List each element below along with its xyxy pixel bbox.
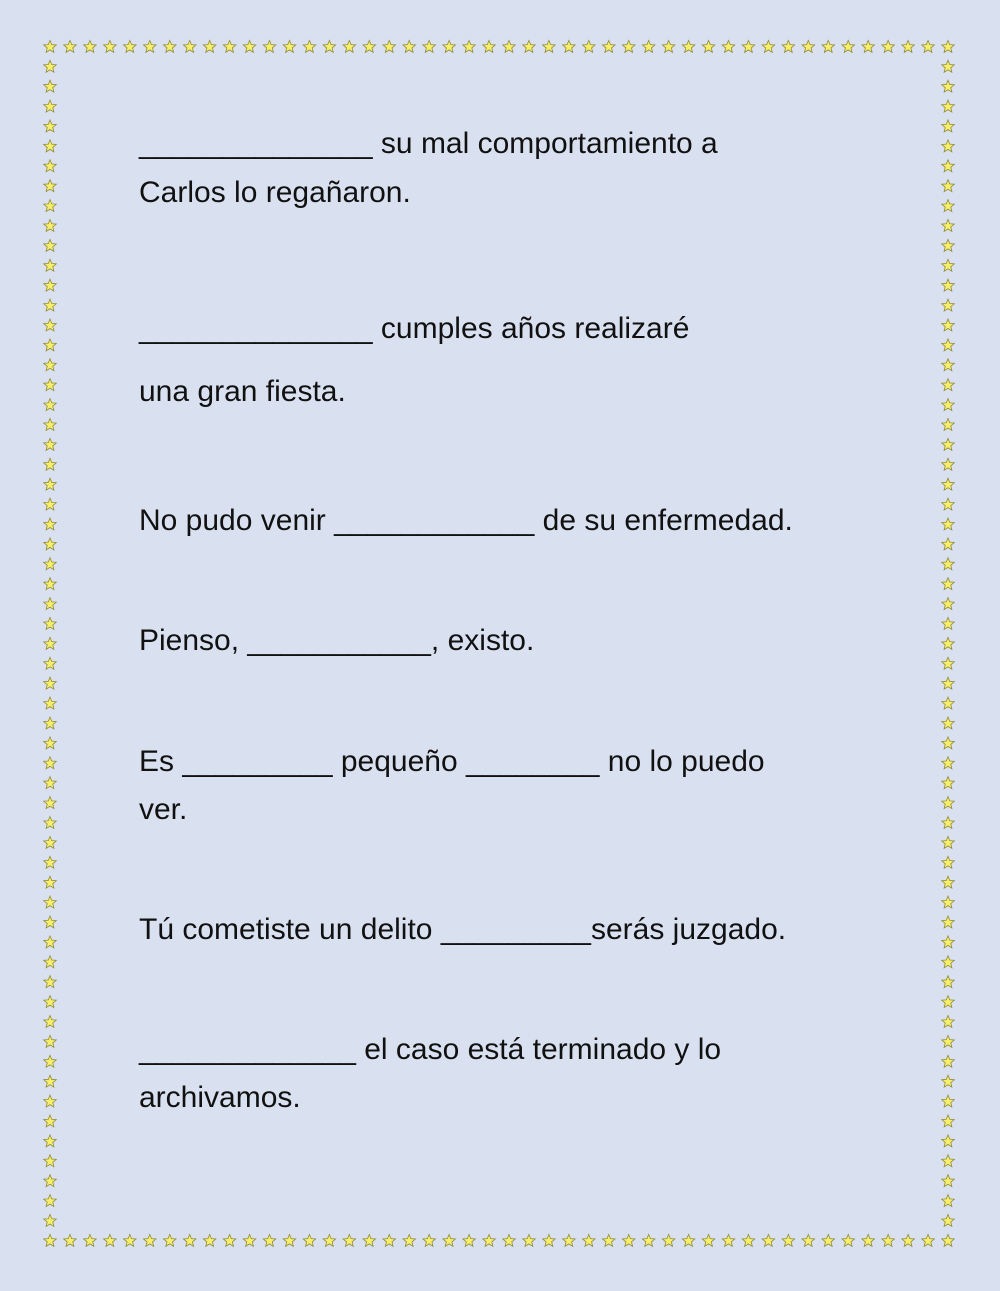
star-icon [942, 498, 955, 510]
star-icon [243, 40, 256, 52]
star-icon [942, 80, 955, 92]
star-icon [44, 259, 57, 271]
star-icon [303, 40, 316, 52]
star-icon [44, 1016, 57, 1028]
star-icon [44, 558, 57, 570]
star-icon [523, 1234, 536, 1246]
star-icon [44, 359, 57, 371]
star-icon [263, 40, 276, 52]
star-icon [44, 916, 57, 928]
star-icon [902, 40, 915, 52]
star-icon [44, 896, 57, 908]
star-icon [223, 1234, 236, 1246]
star-icon [523, 40, 536, 52]
star-icon [403, 40, 416, 52]
star-icon [263, 1234, 276, 1246]
star-icon [942, 817, 955, 829]
star-icon [922, 1234, 935, 1246]
star-icon [363, 1234, 376, 1246]
star-icon [144, 1234, 157, 1246]
star-icon [84, 1234, 97, 1246]
star-icon [942, 876, 955, 888]
star-icon [942, 896, 955, 908]
star-icon [942, 458, 955, 470]
star-icon [303, 1234, 316, 1246]
sentence-7-line-2: archivamos. [139, 1081, 301, 1114]
star-icon [822, 1234, 835, 1246]
star-icon [283, 40, 296, 52]
star-icon [942, 100, 955, 112]
star-icon [44, 1195, 57, 1207]
star-icon [942, 279, 955, 291]
star-icon [44, 677, 57, 689]
star-icon [842, 1234, 855, 1246]
star-icon [363, 40, 376, 52]
star-icon [323, 1234, 336, 1246]
star-icon [942, 419, 955, 431]
star-icon [44, 80, 57, 92]
star-icon [44, 757, 57, 769]
star-icon [882, 40, 895, 52]
star-icon [942, 956, 955, 968]
star-icon [942, 777, 955, 789]
star-icon [942, 1155, 955, 1167]
star-icon [44, 1035, 57, 1047]
star-icon [323, 40, 336, 52]
star-icon [44, 777, 57, 789]
star-icon [942, 1234, 955, 1246]
star-icon [203, 40, 216, 52]
sentence-2-line-2: una gran fiesta. [139, 375, 346, 408]
star-icon [942, 578, 955, 590]
sentence-1-line-1: ______________ su mal comportamiento a [139, 127, 718, 160]
star-icon [942, 259, 955, 271]
star-icon [423, 40, 436, 52]
star-icon [942, 936, 955, 948]
star-icon [942, 797, 955, 809]
star-icon [44, 1215, 57, 1227]
star-icon [124, 40, 137, 52]
star-icon [44, 876, 57, 888]
star-icon [762, 1234, 775, 1246]
star-icon [44, 797, 57, 809]
star-icon [64, 40, 77, 52]
star-icon [543, 40, 556, 52]
star-icon [862, 1234, 875, 1246]
star-icon [942, 518, 955, 530]
star-icon [942, 558, 955, 570]
star-icon [44, 1075, 57, 1087]
star-icon [602, 40, 615, 52]
star-icon [44, 120, 57, 132]
star-icon [124, 1234, 137, 1246]
star-icon [463, 1234, 476, 1246]
star-icon [802, 1234, 815, 1246]
star-icon [383, 1234, 396, 1246]
star-icon [343, 1234, 356, 1246]
star-icon [44, 697, 57, 709]
star-icon [942, 637, 955, 649]
sentence-5-line-1: Es _________ pequeño ________ no lo puedo [139, 745, 765, 778]
star-icon [742, 40, 755, 52]
star-icon [802, 40, 815, 52]
star-icon [942, 996, 955, 1008]
star-icon [383, 40, 396, 52]
star-icon [44, 100, 57, 112]
star-icon [44, 339, 57, 351]
star-icon [942, 1215, 955, 1227]
star-icon [942, 737, 955, 749]
star-icon [144, 40, 157, 52]
star-icon [942, 657, 955, 669]
star-icon [543, 1234, 556, 1246]
star-icon [942, 717, 955, 729]
star-icon [942, 1095, 955, 1107]
star-icon [44, 1155, 57, 1167]
star-icon [762, 40, 775, 52]
star-icon [44, 1135, 57, 1147]
star-icon [622, 40, 635, 52]
star-icon [44, 976, 57, 988]
star-icon [942, 1016, 955, 1028]
star-icon [483, 1234, 496, 1246]
star-icon [463, 40, 476, 52]
star-icon [44, 1234, 57, 1246]
star-icon [44, 279, 57, 291]
star-icon [203, 1234, 216, 1246]
sentence-2-line-1: ______________ cumples años realizaré [139, 312, 690, 345]
star-icon [44, 936, 57, 948]
star-icon [44, 637, 57, 649]
star-icon [44, 956, 57, 968]
star-icon [403, 1234, 416, 1246]
star-icon [942, 757, 955, 769]
star-icon [44, 40, 57, 52]
star-icon [942, 1075, 955, 1087]
star-icon [942, 976, 955, 988]
star-icon [343, 40, 356, 52]
star-icon [44, 438, 57, 450]
star-icon [283, 1234, 296, 1246]
star-icon [682, 1234, 695, 1246]
star-icon [183, 40, 196, 52]
star-icon [44, 140, 57, 152]
star-icon [163, 40, 176, 52]
star-icon [942, 697, 955, 709]
sentence-5-line-2: ver. [139, 793, 188, 826]
star-icon [622, 1234, 635, 1246]
star-icon [163, 1234, 176, 1246]
star-icon [942, 478, 955, 490]
star-icon [503, 40, 516, 52]
sentence-6: Tú cometiste un delito _________serás juzgado. [139, 913, 787, 946]
star-icon [563, 40, 576, 52]
star-icon [942, 160, 955, 172]
star-icon [44, 578, 57, 590]
star-icon [44, 538, 57, 550]
star-icon [223, 40, 236, 52]
star-icon [44, 737, 57, 749]
star-icon [842, 40, 855, 52]
star-icon [822, 40, 835, 52]
star-icon [563, 1234, 576, 1246]
star-icon [662, 40, 675, 52]
star-icon [942, 438, 955, 450]
star-icon [583, 1234, 596, 1246]
star-icon [942, 1035, 955, 1047]
sentence-1-line-2: Carlos lo regañaron. [139, 176, 411, 209]
star-icon [44, 1055, 57, 1067]
star-icon [942, 120, 955, 132]
star-icon [942, 538, 955, 550]
star-icon [942, 1135, 955, 1147]
star-icon [44, 1115, 57, 1127]
star-icon [942, 1195, 955, 1207]
star-icon [44, 498, 57, 510]
sentence-4: Pienso, ___________, existo. [139, 624, 535, 657]
star-icon [44, 299, 57, 311]
star-icon [942, 856, 955, 868]
star-icon [44, 458, 57, 470]
star-icon [44, 319, 57, 331]
star-icon [942, 200, 955, 212]
star-icon [922, 40, 935, 52]
star-icon [722, 40, 735, 52]
star-icon [942, 1115, 955, 1127]
star-icon [642, 40, 655, 52]
star-icon [44, 220, 57, 232]
star-icon [104, 1234, 117, 1246]
sentence-7-line-1: _____________ el caso está terminado y lo [139, 1033, 722, 1066]
star-icon [942, 239, 955, 251]
star-icon [942, 359, 955, 371]
star-icon [183, 1234, 196, 1246]
star-icon [243, 1234, 256, 1246]
star-icon [722, 1234, 735, 1246]
star-icon [44, 399, 57, 411]
star-icon [662, 1234, 675, 1246]
star-icon [64, 1234, 77, 1246]
star-icon [44, 478, 57, 490]
sentence-3: No pudo venir ____________ de su enfermedad. [139, 504, 793, 537]
star-icon [84, 40, 97, 52]
star-icon [44, 518, 57, 530]
star-icon [104, 40, 117, 52]
star-icon [44, 379, 57, 391]
star-icon [44, 1175, 57, 1187]
star-icon [942, 399, 955, 411]
star-icon [44, 239, 57, 251]
star-icon [782, 1234, 795, 1246]
star-icon [942, 618, 955, 630]
star-icon [942, 1175, 955, 1187]
star-icon [503, 1234, 516, 1246]
star-icon [44, 657, 57, 669]
star-icon [483, 40, 496, 52]
star-icon [583, 40, 596, 52]
star-icon [942, 140, 955, 152]
star-icon [44, 598, 57, 610]
star-icon [44, 856, 57, 868]
star-icon [942, 677, 955, 689]
star-icon [942, 1055, 955, 1067]
star-icon [44, 717, 57, 729]
star-icon [942, 180, 955, 192]
star-icon [682, 40, 695, 52]
star-icon [44, 618, 57, 630]
star-icon [602, 1234, 615, 1246]
star-icon [642, 1234, 655, 1246]
star-icon [942, 299, 955, 311]
star-icon [942, 598, 955, 610]
star-icon [742, 1234, 755, 1246]
star-icon [44, 180, 57, 192]
star-icon [423, 1234, 436, 1246]
star-icon [702, 40, 715, 52]
star-icon [443, 40, 456, 52]
star-icon [782, 40, 795, 52]
star-icon [902, 1234, 915, 1246]
star-icon [44, 160, 57, 172]
star-icon [942, 220, 955, 232]
star-icon [942, 379, 955, 391]
star-icon [44, 817, 57, 829]
star-icon [443, 1234, 456, 1246]
star-icon [882, 1234, 895, 1246]
star-icon [942, 319, 955, 331]
star-icon [942, 836, 955, 848]
star-icon [44, 419, 57, 431]
star-icon [702, 1234, 715, 1246]
star-icon [942, 916, 955, 928]
star-icon [44, 836, 57, 848]
star-icon [942, 40, 955, 52]
star-icon [44, 200, 57, 212]
star-icon [942, 339, 955, 351]
star-icon [862, 40, 875, 52]
star-icon [44, 60, 57, 72]
star-icon [942, 60, 955, 72]
star-icon [44, 1095, 57, 1107]
star-icon [44, 996, 57, 1008]
